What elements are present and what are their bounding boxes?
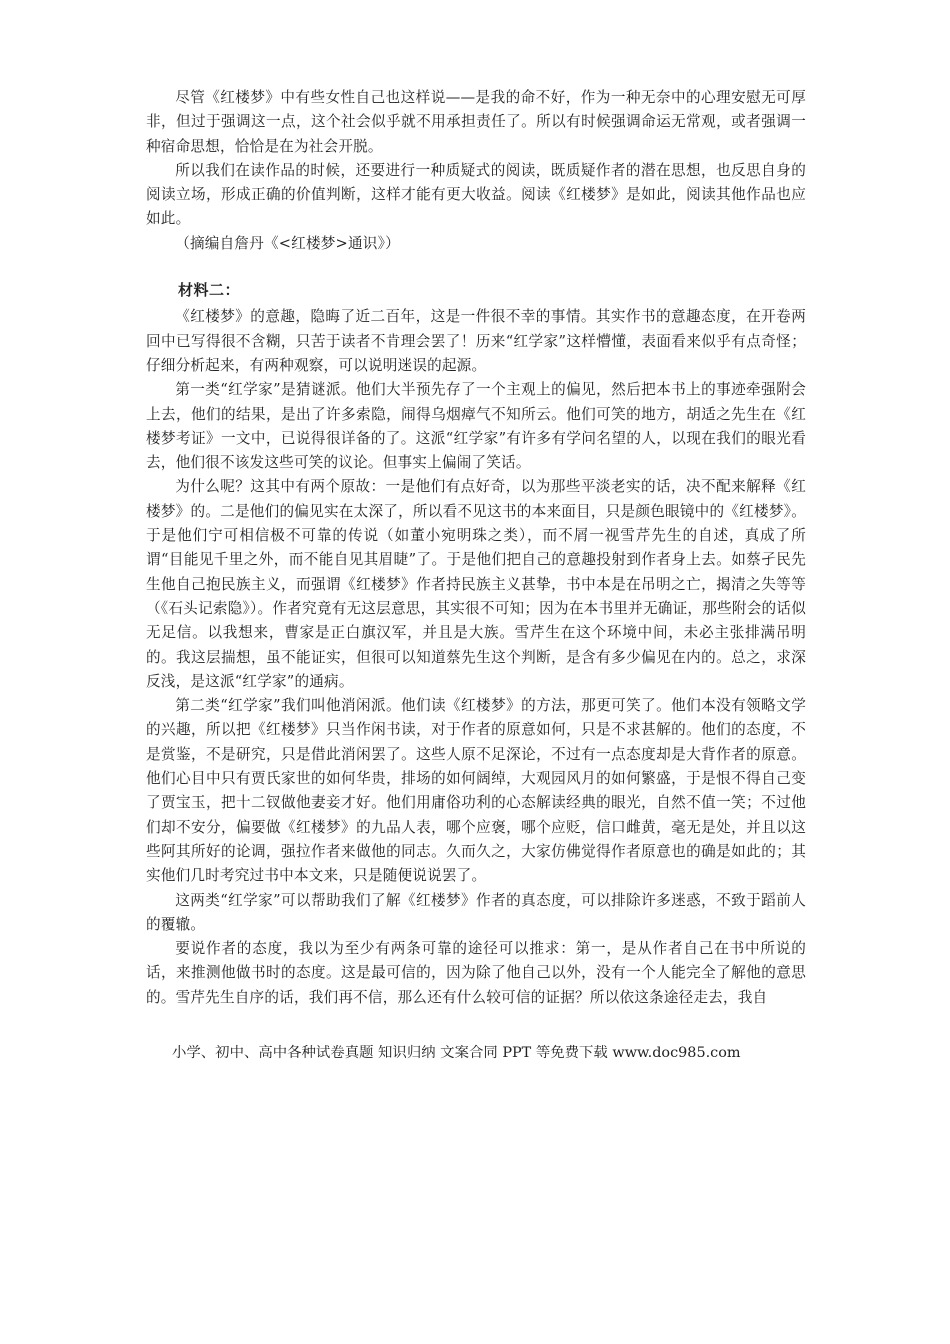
paragraph: 第二类“红学家”我们叫他消闲派。他们读《红楼梦》的方法，那更可笑了。他们本没有领略文学的兴趣，所以把《红楼梦》只当作闲书读，对于作者的原意如何，只是不求甚解的。他们的态度，不是赏鉴，不是研究，只是借此消闲罢了。这些人原不足深论，不过有一点态度却是大背作者的原意。他们心目中只有贾氏家世的如何华贵，排场的如何阔绰，大观园风月的如何繁盛，于是恨不得自己变了贾宝玉，把十二钗做他妻妾才好。他们用庸俗功利的心态解读经典的眼光，自然不值一笑；不过他们却不安分，偏要做《红楼梦》的九品人表，哪个应褒，哪个应贬，信口雌黄，毫无是处，并且以这些阿其所好的论调，强拉作者来做他的同志。久而久之，大家仿佛觉得作者原意也的确是如此的；其实他们几时考究过书中本文来，只是随便说说罢了。 (146, 697, 806, 885)
paragraph: 所以我们在读作品的时候，还要进行一种质疑式的阅读，既质疑作者的潜在思想，也反思自身的阅读立场，形成正确的价值判断，这样才能有更大收益。阅读《红楼梦》是如此，阅读其他作品也应如此。 (146, 161, 806, 228)
paragraph: 要说作者的态度，我以为至少有两条可靠的途径可以推求：第一，是从作者自己在书中所说的话，来推测他做书时的态度。这是最可信的，因为除了他自己以外，没有一个人能完全了解他的意思的。雪芹先生自序的话，我们再不信，那么还有什么较可信的证据？所以依这条途径走去，我自 (146, 940, 806, 1006)
section-heading: 材料二： (178, 281, 241, 300)
paragraph: 这两类“红学家”可以帮助我们了解《红楼梦》作者的真态度，可以排除许多迷惑，不致于蹈前人的覆辙。 (146, 891, 806, 933)
paragraph: 《红楼梦》的意趣，隐晦了近二百年，这是一件很不幸的事情。其实作书的意趣态度，在开卷两回中已写得很不含糊，只苦于读者不肯理会罢了！历来“红学家”这样懵懂，表面看来似乎有点奇怪；仔细分析起来，有两种观察，可以说明迷误的起源。 (146, 308, 806, 374)
document-body (146, 86, 806, 1010)
paragraph: 第一类“红学家”是猜谜派。他们大半预先存了一个主观上的偏见，然后把本书上的事迹牵强附会上去，他们的结果，是出了许多索隐，闹得乌烟瘴气不知所云。他们可笑的地方，胡适之先生在《红楼梦考证》一文中，已说得很详备的了。这派“红学家”有许多有学问名望的人，以现在我们的眼光看去，他们很不该发这些可笑的议论。但事实上偏闹了笑话。 (146, 381, 806, 472)
paragraph: 为什么呢？这其中有两个原故：一是他们有点好奇，以为那些平淡老实的话，决不配来解释《红楼梦》的。二是他们的偏见实在太深了，所以看不见这书的本来面目，只是颜色眼镜中的《红楼梦》。于是他们宁可相信极不可靠的传说（如董小宛明珠之类），而不屑一视雪芹先生的自述，真成了所谓“目能见千里之外，而不能自见其眉睫”了。于是他们把自己的意趣投射到作者身上去。如蔡孑民先生他自己抱民族主义，而强谓《红楼梦》作者持民族主义甚挚，书中本是在吊明之亡，揭清之失等等（《石头记索隐》）。作者究竟有无这层意思，其实很不可知；因为在本书里并无确证，那些附会的话似无足信。以我想来，曹家是正白旗汉军，并且是大族。雪芹生在这个环境中间，未必主张排满吊明的。我这层揣想，虽不能证实，但很可以知道蔡先生这个判断，是含有多少偏见在内的。总之，求深反浅，是这派“红学家”的通病。 (146, 478, 806, 690)
source-citation: （摘编自詹丹《<红楼梦>通识》） (175, 234, 400, 252)
paragraph: 尽管《红楼梦》中有些女性自己也这样说——是我的命不好，作为一种无奈中的心理安慰无可厚非，但过于强调这一点，这个社会似乎就不用承担责任了。所以有时候强调命运无常观，或者强调一种宿命思想，恰恰是在为社会开脱。 (146, 89, 806, 155)
footer-banner: 小学、初中、高中各种试卷真题 知识归纳 文案合同 PPT 等免费下载 www.doc985.com (172, 1045, 741, 1061)
